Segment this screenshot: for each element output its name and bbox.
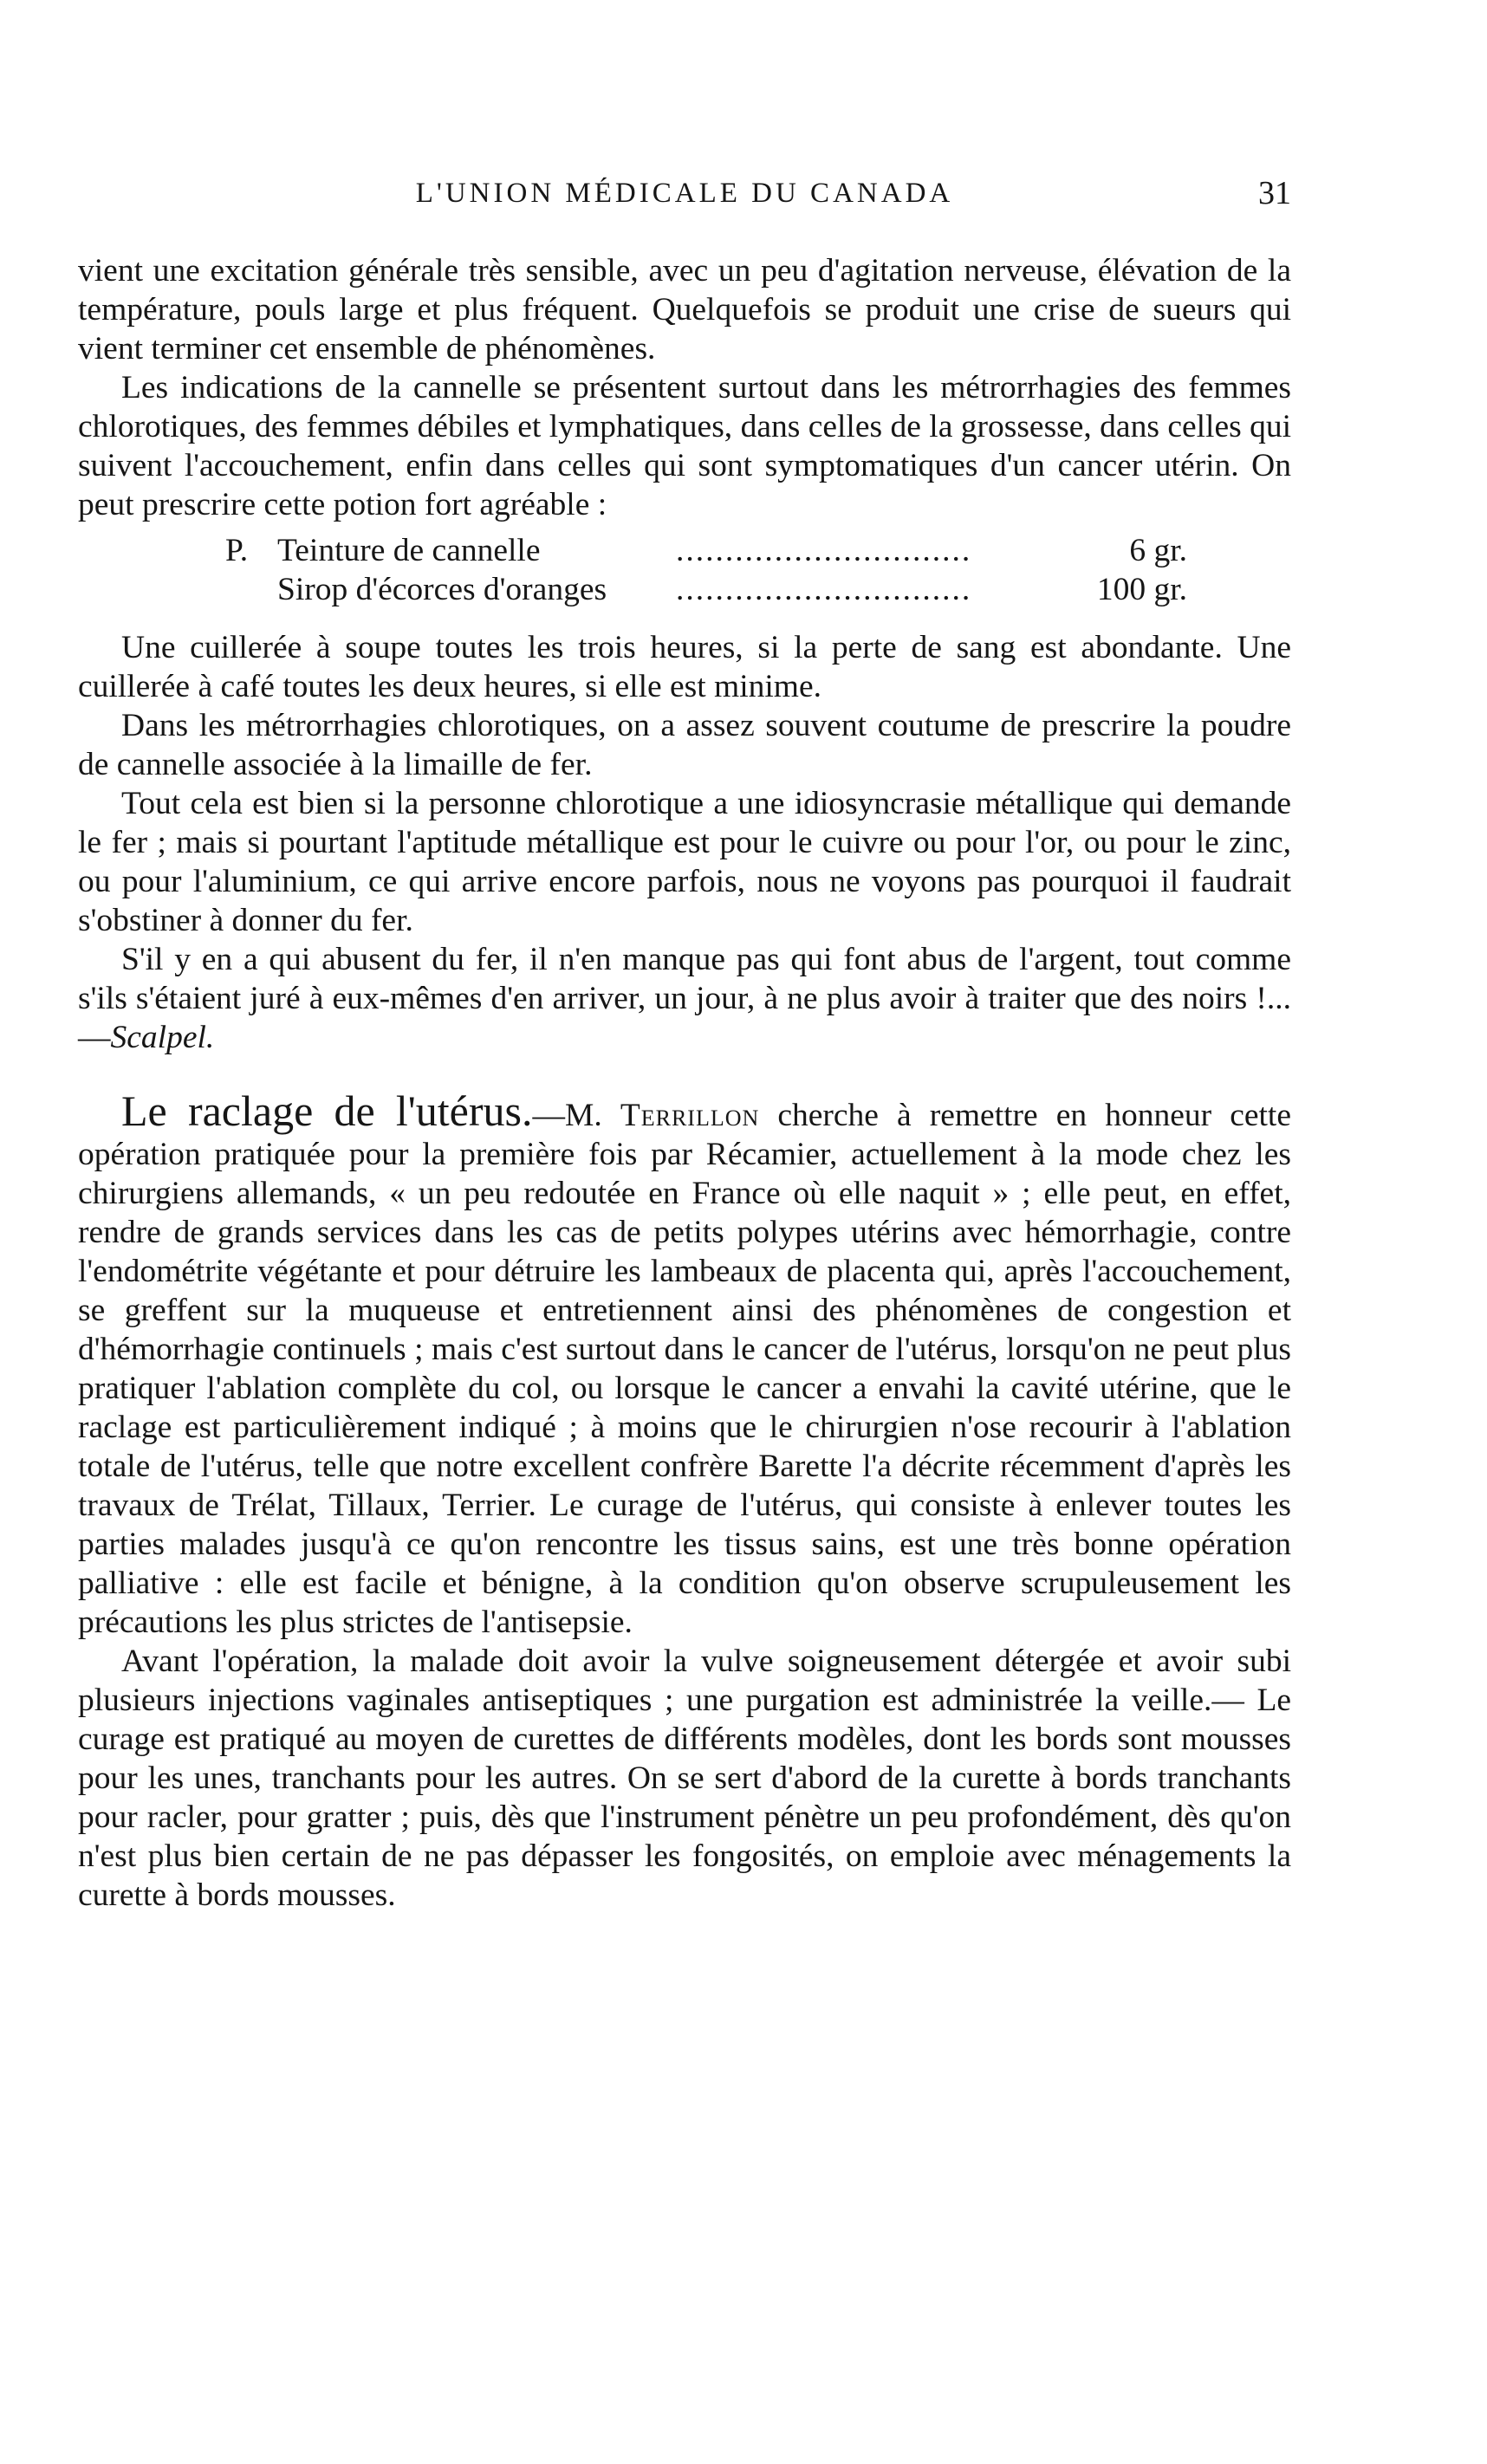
prescription-leader: .............................. [676,533,972,568]
paragraph: Tout cela est bien si la personne chlorotique a une idiosyncrasie métallique qui demande le fer ; mais si pourtant l'aptitude métallique est pour le cuivre ou pour l'or, ou pour le zinc, ou pour l'aluminium, ce qui arrive encore parfois, nous ne voyons pas pourquoi il faudrait s'obstiner à donner du fer. [78,786,1291,938]
paragraph: vient une excitation générale très sensible, avec un peu d'agitation nerveuse, élévation de la température, pouls large et plus fréquent. Quelquefois se produit une crise de sueurs qui vient terminer cet ensemble de phénomènes. [78,253,1291,366]
prescription-line [225,531,1291,570]
source-credit: Scalpel. [110,1020,215,1055]
prescription-item: Sirop d'écorces d'oranges [277,572,607,607]
author-name: Terrillon [620,1098,760,1133]
prescription-leader: .............................. [676,572,972,607]
prescription-dose: 6 gr. [1129,533,1187,568]
running-title: L'UNION MÉDICALE DU CANADA [415,178,954,209]
prescription-dose: 100 gr. [1096,572,1187,607]
page-number: 31 [1258,175,1291,211]
section-title: Le raclage de l'utérus. [121,1086,533,1135]
prescription [78,531,1291,609]
paragraph-text: S'il y en a qui abusent du fer, il n'en manque pas qui font abus de l'argent, tout comme s'ils s'étaient juré à eux-mêmes d'en arriver, un jour, à ne plus avoir à traiter que des noirs !...— [78,942,1291,1055]
paragraph: Les indications de la cannelle se présentent surtout dans les métrorrhagies des femmes chlorotiques, des femmes débiles et lymphatiques, dans celles de la grossesse, dans celles qui suivent l'accouchement, enfin dans celles qui sont symptomatiques d'un cancer utérin. On peut prescrire cette potion fort agréable : [78,370,1291,522]
page-header [78,175,1291,230]
prescription-line [225,570,1291,609]
prescription-item: Teinture de cannelle [277,533,541,568]
paragraph-text: cherche à remettre en honneur cette opération pratiquée pour la première fois par Récamier, actuellement à la mode chez les chirurgiens allemands, « un peu redoutée en France où elle naquit » ; elle peut, en effet, rendre de grands services dans les cas de petits polypes utérins avec hémorrhagie, contre l'endométrite végétante et pour détruire les lambeaux de placenta qui, après l'accouchement, se greffent sur la muqueuse et entretiennent ainsi des phénomènes de congestion et d'hémorrhagie continuels ; mais c'est surtout dans le cancer de l'utérus, lorsqu'on ne peut plus pratiquer l'ablation complète du col, ou lorsque le cancer a envahi la cavité utérine, que le raclage est particulièrement indiqué ; à moins que le chirurgien n'ose recourir à l'ablation totale de l'utérus, telle que notre excellent confrère Barette l'a décrite récemment d'après les travaux de Trélat, Tillaux, Terrier. Le curage de l'utérus, qui consiste à enlever toutes les parties malades jusqu'à ce qu'on rencontre les tissus sains, est une très bonne opération palliative : elle est facile et bénigne, à la condition qu'on observe scrupuleusement les précautions les plus strictes de l'antisepsie. [78,1098,1291,1640]
paragraph: Une cuillerée à soupe toutes les trois heures, si la perte de sang est abondante. Une cuillerée à café toutes les deux heures, si elle est minime. [78,630,1291,704]
title-dash: —M. [532,1098,620,1133]
paragraph: Avant l'opération, la malade doit avoir la vulve soigneusement détergée et avoir subi plusieurs injections vaginales antiseptiques ; une purgation est administrée la veille.— Le curage est pratiqué au moyen de curettes de différents modèles, dont les bords sont mousses pour les unes, tranchants pour les autres. On se sert d'abord de la curette à bords tranchants pour racler, pour gratter ; puis, dès que l'instrument pénètre un peu profondément, dès qu'on n'est plus bien certain de ne pas dépasser les fongosités, on emploie avec ménagements la curette à bords mousses. [78,1644,1291,1913]
section-paragraph [78,1086,1291,1642]
paragraph [78,940,1291,1057]
body-text [78,251,1291,1915]
prescription-mark: P. [225,533,249,568]
paragraph: Dans les métrorrhagies chlorotiques, on a assez souvent coutume de prescrire la poudre de cannelle associée à la limaille de fer. [78,708,1291,782]
